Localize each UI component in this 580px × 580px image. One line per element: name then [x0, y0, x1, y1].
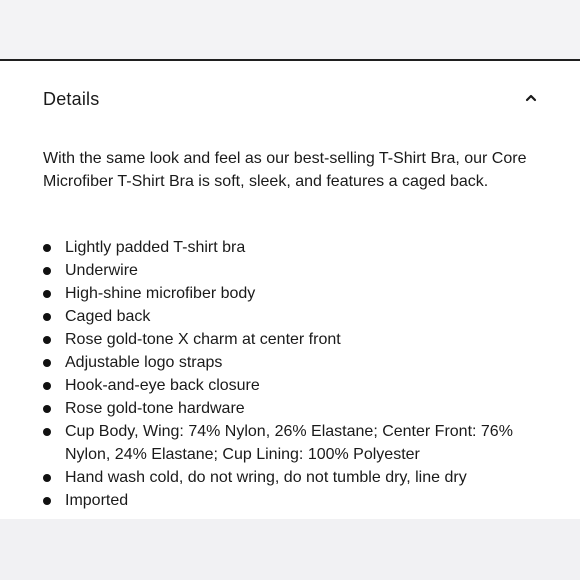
- bullet-icon: [43, 405, 51, 413]
- list-item: [43, 397, 543, 420]
- details-title: Details: [43, 89, 100, 109]
- list-item: [43, 489, 543, 512]
- list-item: [43, 328, 543, 351]
- bottom-background: [0, 519, 580, 580]
- list-item: [43, 305, 543, 328]
- feature-text: Lightly padded T-shirt bra: [65, 239, 246, 256]
- feature-text: High-shine microfiber body: [65, 285, 256, 302]
- bullet-icon: [43, 244, 51, 252]
- feature-text: Imported: [65, 492, 129, 509]
- feature-text: Hook-and-eye back closure: [65, 377, 260, 394]
- top-background: [0, 0, 580, 59]
- feature-text: Rose gold-tone X charm at center front: [65, 331, 341, 348]
- list-item: [43, 420, 543, 466]
- bullet-icon: [43, 474, 51, 482]
- bullet-icon: [43, 497, 51, 505]
- bullet-icon: [43, 359, 51, 367]
- feature-text: Cup Body, Wing: 74% Nylon, 26% Elastane; Center Front: 76% Nylon, 24% Elastane; Cup Lining: 100% Polyester: [65, 423, 513, 463]
- feature-text: Hand wash cold, do not wring, do not tumble dry, line dry: [65, 469, 467, 486]
- bullet-icon: [43, 382, 51, 390]
- feature-list: [43, 236, 543, 512]
- list-item: [43, 282, 543, 305]
- bullet-icon: [43, 290, 51, 298]
- bullet-icon: [43, 336, 51, 344]
- bullet-icon: [43, 313, 51, 321]
- feature-text: Rose gold-tone hardware: [65, 400, 245, 417]
- bullet-icon: [43, 267, 51, 275]
- feature-text: Underwire: [65, 262, 138, 279]
- feature-text: Caged back: [65, 308, 151, 325]
- bullet-icon: [43, 428, 51, 436]
- list-item: [43, 259, 543, 282]
- list-item: [43, 351, 543, 374]
- list-item: [43, 236, 543, 259]
- details-accordion-header[interactable]: [0, 61, 580, 137]
- list-item: [43, 466, 543, 489]
- chevron-up-icon[interactable]: [524, 91, 538, 105]
- product-description: With the same look and feel as our best-selling T-Shirt Bra, our Core Microfiber T-Shirt Bra is soft, sleek, and features a caged back.: [43, 150, 527, 190]
- feature-text: Adjustable logo straps: [65, 354, 223, 371]
- list-item: [43, 374, 543, 397]
- details-accordion: [0, 59, 580, 519]
